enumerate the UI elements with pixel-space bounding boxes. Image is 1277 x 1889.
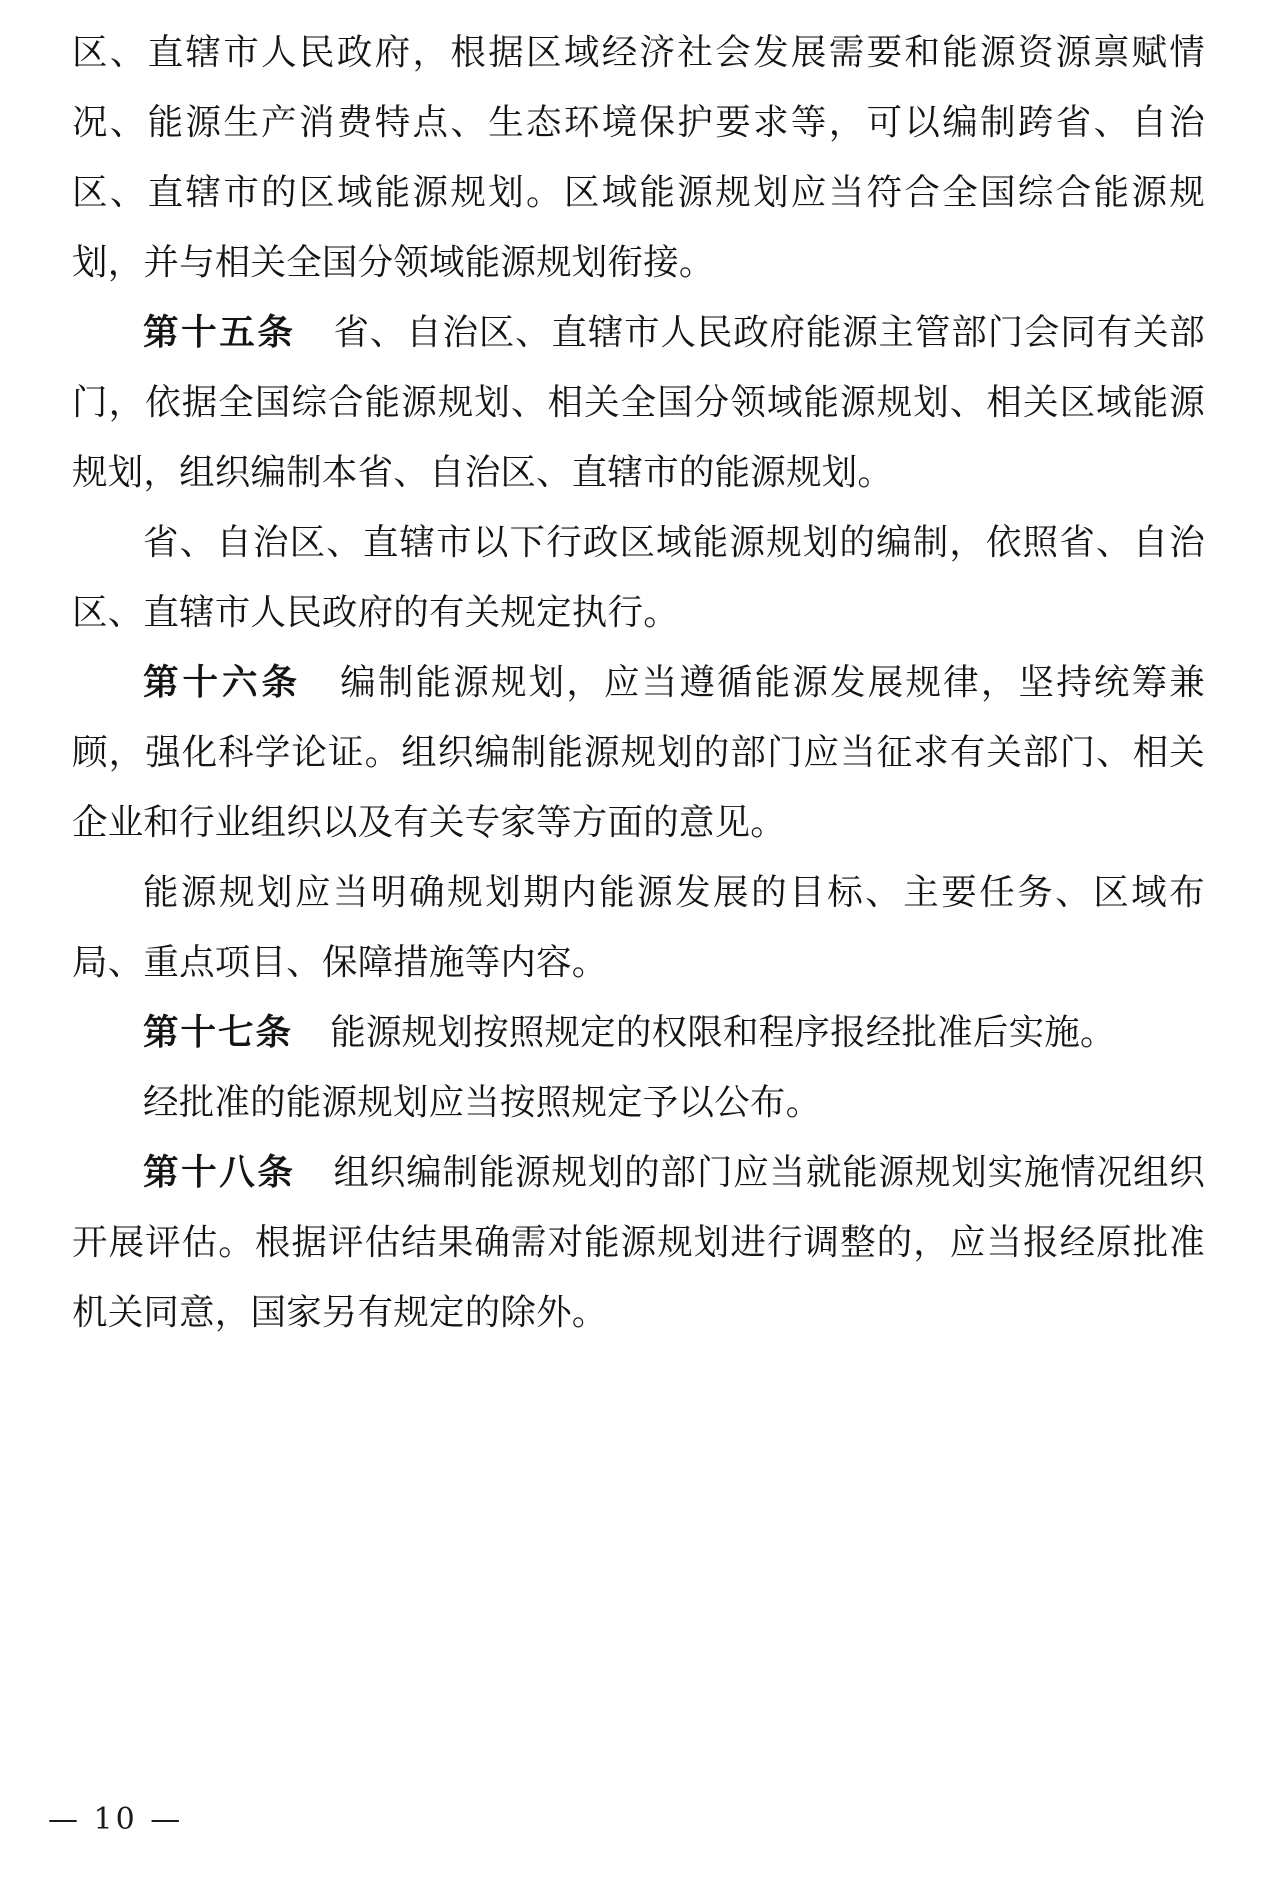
paragraph-text: 编制能源规划，应当遵循能源发展规律，坚持统筹兼顾，强化科学论证。组织编制能源规划的部门应当征求有关部门、相关企业和行业组织以及有关专家等方面的意见。 — [72, 662, 1205, 843]
paragraph-text: 省、自治区、直辖市人民政府能源主管部门会同有关部门，依据全国综合能源规划、相关全国分领域能源规划、相关区域能源规划，组织编制本省、自治区、直辖市的能源规划。 — [72, 312, 1205, 493]
article-label: 第十七条 — [143, 1012, 294, 1053]
page-number: — 10 — — [48, 1802, 184, 1837]
paragraph-article-16-2 — [72, 858, 1205, 998]
document-body — [72, 18, 1205, 1348]
paragraph-continuation — [72, 18, 1205, 298]
paragraph-text: 区、直辖市人民政府，根据区域经济社会发展需要和能源资源禀赋情况、能源生产消费特点、生态环境保护要求等，可以编制跨省、自治区、直辖市的区域能源规划。区域能源规划应当符合全国综合能源规划，并与相关全国分领域能源规划衔接。 — [72, 32, 1205, 283]
paragraph-text: 能源规划应当明确规划期内能源发展的目标、主要任务、区域布局、重点项目、保障措施等内容。 — [72, 872, 1205, 983]
paragraph-text: 组织编制能源规划的部门应当就能源规划实施情况组织开展评估。根据评估结果确需对能源规划进行调整的，应当报经原批准机关同意，国家另有规定的除外。 — [72, 1152, 1205, 1333]
paragraph-article-17-2 — [72, 1068, 1205, 1138]
paragraph-text: 省、自治区、直辖市以下行政区域能源规划的编制，依照省、自治区、直辖市人民政府的有关规定执行。 — [72, 522, 1205, 633]
article-label: 第十八条 — [143, 1152, 296, 1193]
paragraph-text: 经批准的能源规划应当按照规定予以公布。 — [143, 1082, 822, 1123]
paragraph-article-15 — [72, 298, 1205, 508]
paragraph-text: 能源规划按照规定的权限和程序报经批准后实施。 — [330, 1012, 1116, 1053]
paragraph-article-17 — [72, 998, 1205, 1068]
article-label: 第十五条 — [143, 312, 296, 353]
paragraph-article-16 — [72, 648, 1205, 858]
article-label: 第十六条 — [143, 662, 301, 703]
paragraph-article-15-2 — [72, 508, 1205, 648]
paragraph-article-18 — [72, 1138, 1205, 1348]
